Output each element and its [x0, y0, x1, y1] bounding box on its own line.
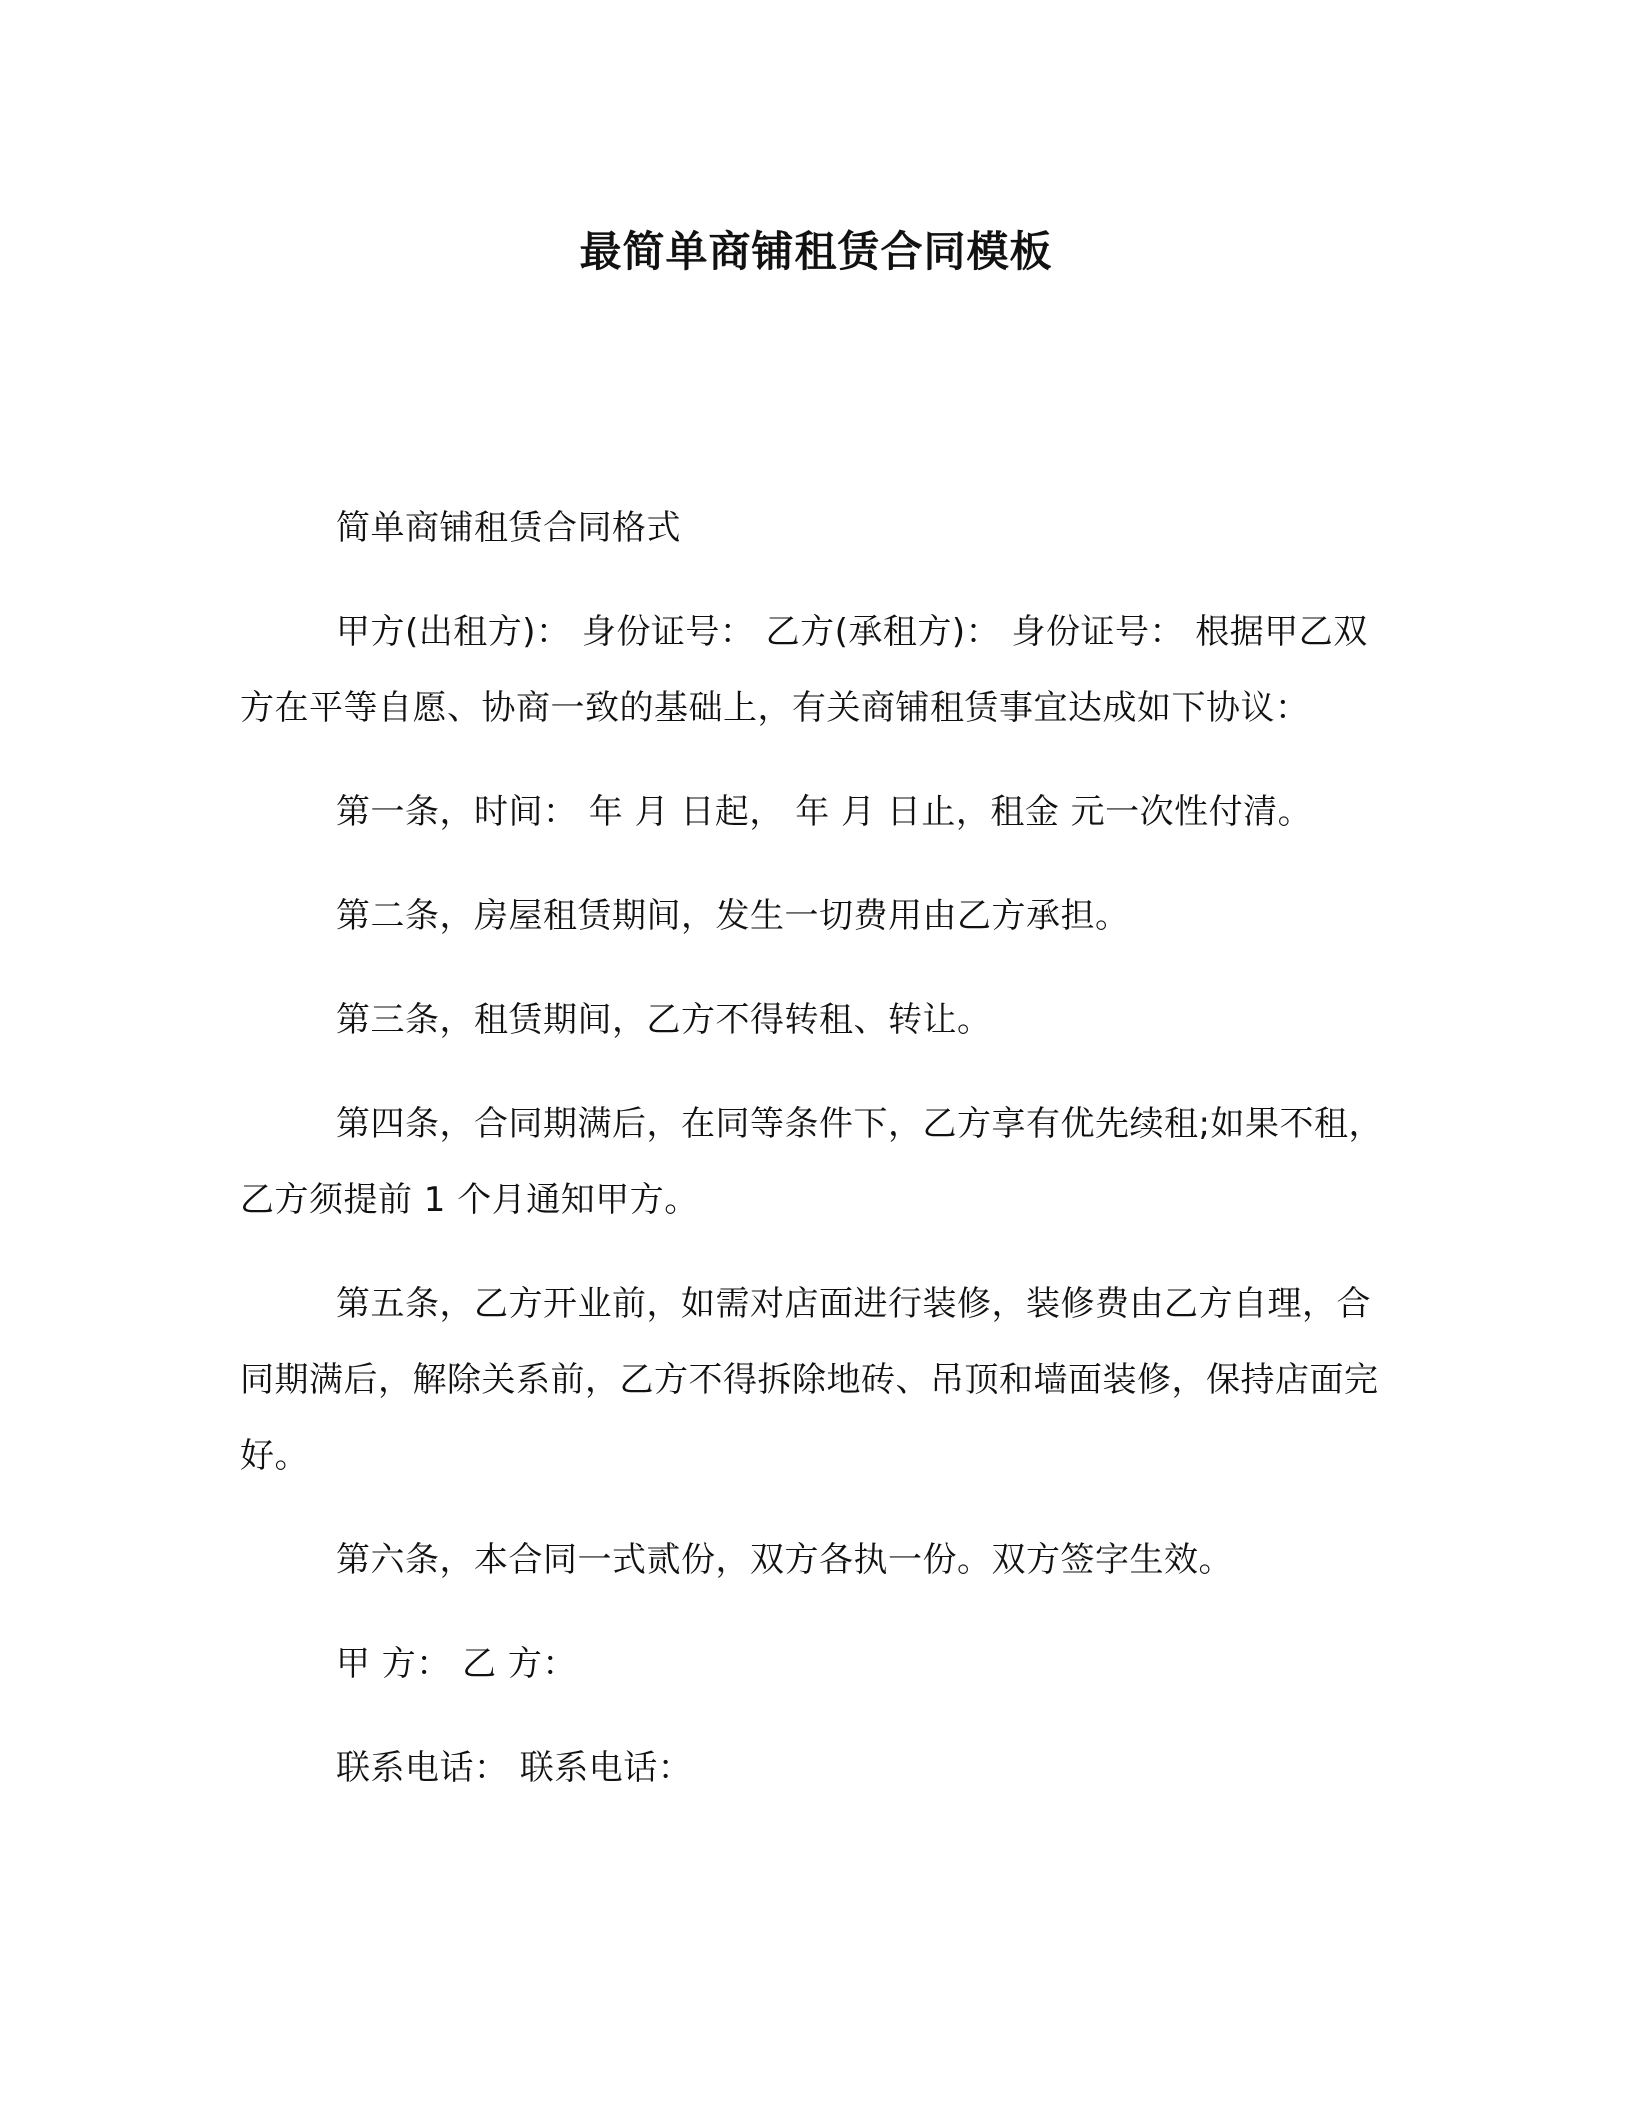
document-body — [240, 490, 1400, 1834]
clause-4: 第四条，合同期满后，在同等条件下，乙方享有优先续租;如果不租，乙方须提前 1 个月通知甲方。 — [240, 1104, 1383, 1220]
clause-5: 第五条，乙方开业前，如需对店面进行装修，装修费由乙方自理，合同期满后，解除关系前，乙方不得拆除地砖、吊顶和墙面装修，保持店面完好。 — [240, 1284, 1379, 1476]
document-subtitle: 简单商铺租赁合同格式 — [336, 508, 681, 548]
clause-3: 第三条，租赁期间，乙方不得转租、转让。 — [336, 1000, 992, 1040]
paragraph-parties: 甲方(出租方)： 身份证号： 乙方(承租方)： 身份证号： 根据甲乙双方在平等自愿、协商一致的基础上，有关商铺租赁事宜达成如下协议： — [240, 612, 1368, 728]
signature-line: 甲 方： 乙 方： — [336, 1644, 577, 1684]
clause-6: 第六条，本合同一式贰份，双方各执一份。双方签字生效。 — [336, 1540, 1233, 1580]
clause-1: 第一条，时间： 年 月 日起， 年 月 日止，租金 元一次性付清。 — [336, 792, 1313, 832]
clause-2: 第二条，房屋租赁期间，发生一切费用由乙方承担。 — [336, 896, 1130, 936]
document-title: 最简单商铺租赁合同模板 — [579, 227, 1053, 276]
contact-phone-line: 联系电话： 联系电话： — [336, 1748, 693, 1788]
